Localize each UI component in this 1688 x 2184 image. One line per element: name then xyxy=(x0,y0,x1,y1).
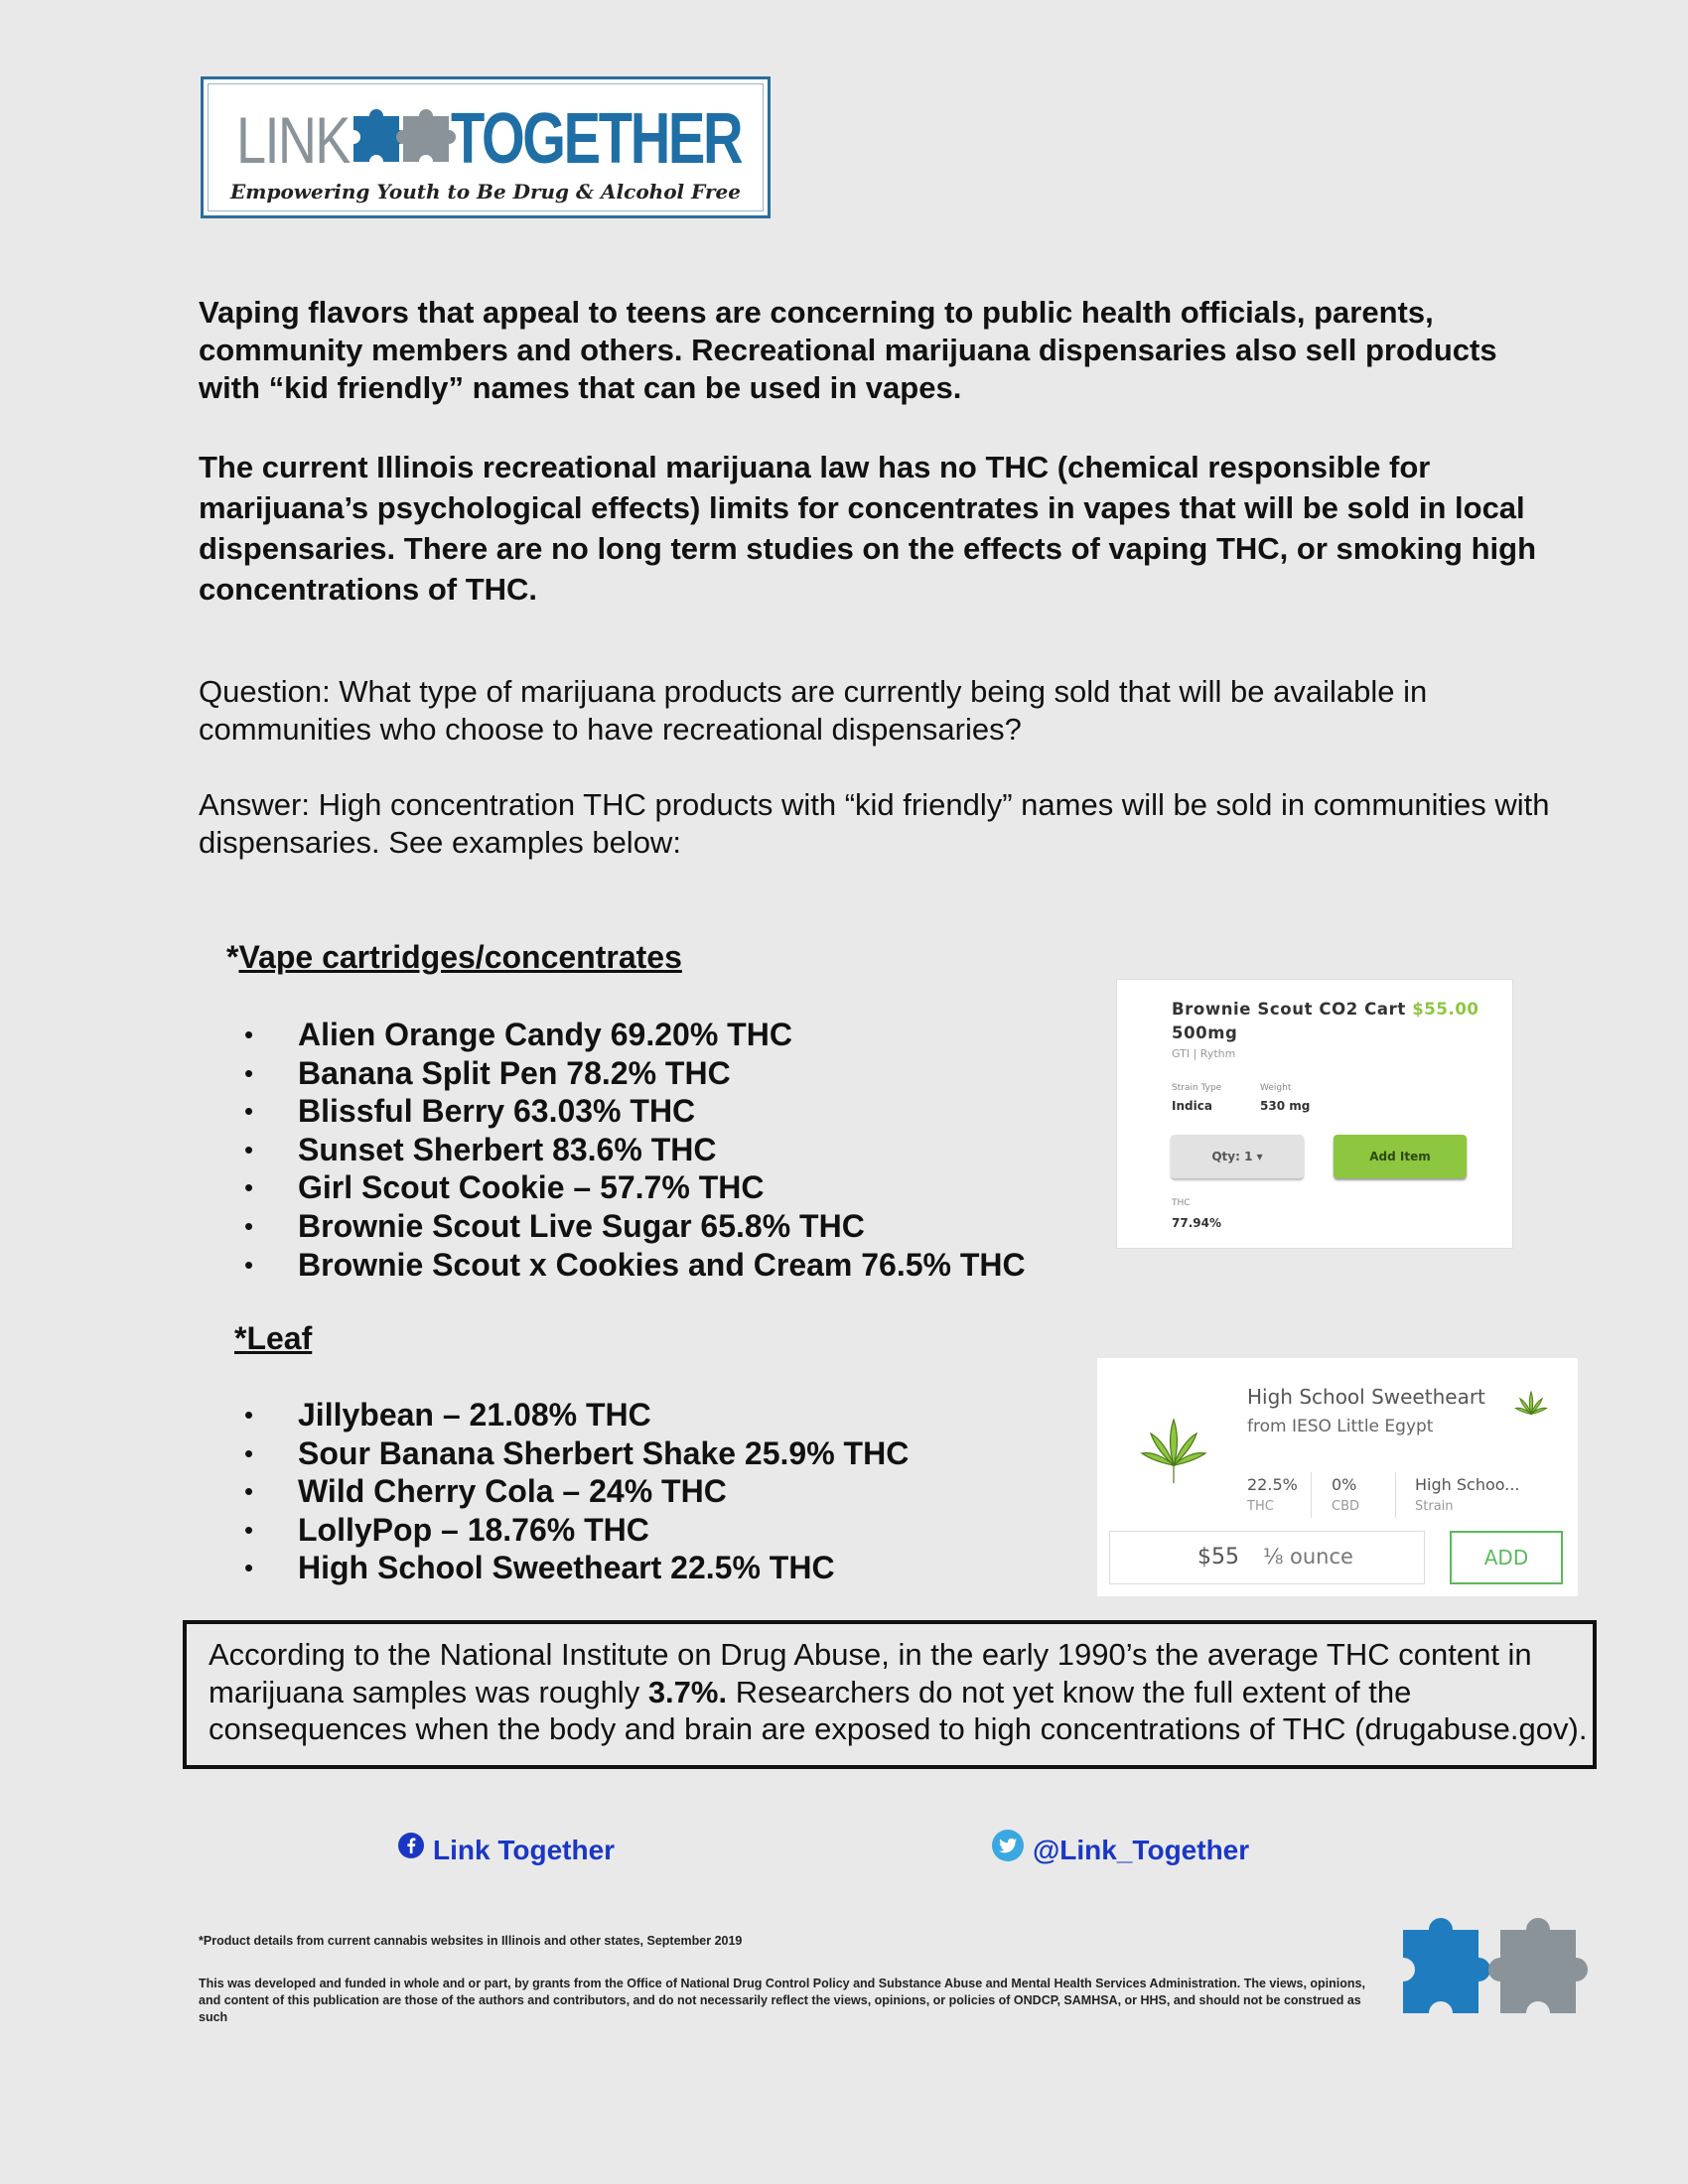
facebook-handle[interactable]: Link Together xyxy=(433,1835,616,1865)
product-vendor: from IESO Little Egypt xyxy=(1247,1417,1434,1436)
list-item: • Sunset Sherbert 83.6% THC xyxy=(244,1131,1026,1169)
list-item: • Wild Cherry Cola – 24% THC xyxy=(244,1472,909,1511)
thc-label: THC xyxy=(1172,1198,1191,1208)
add-button[interactable]: ADD xyxy=(1450,1531,1563,1584)
product-brand: GTI | Rythm xyxy=(1172,1047,1236,1060)
twitter-handle[interactable]: @Link_Together xyxy=(1033,1835,1250,1865)
cannabis-leaf-icon xyxy=(1514,1391,1548,1425)
list-item: • Banana Split Pen 78.2% THC xyxy=(244,1054,1026,1093)
puzzle-icon xyxy=(350,102,459,168)
thc-label: THC xyxy=(1247,1499,1274,1514)
answer-paragraph: Answer: High concentration THC products with “kid friendly” names will be sold in communities with dispensaries. See examples below: xyxy=(199,787,1550,860)
weight-value: ⅛ ounce xyxy=(1263,1545,1353,1569)
list-item: • High School Sweetheart 22.5% THC xyxy=(244,1549,909,1587)
list-item: • Jillybean – 21.08% THC xyxy=(244,1396,909,1434)
question-paragraph: Question: What type of marijuana products are currently being sold that will be available in communities who choose to have recreational dispensaries? xyxy=(199,674,1428,747)
product-size: 500mg xyxy=(1172,1024,1238,1042)
cbd-label: CBD xyxy=(1332,1499,1360,1514)
vape-section-heading: *Vape cartridges/concentrates xyxy=(226,939,682,975)
cannabis-leaf-icon xyxy=(1139,1418,1208,1487)
list-item: • Blissful Berry 63.03% THC xyxy=(244,1092,1026,1131)
twitter-icon xyxy=(991,1829,1025,1862)
leaf-product-list xyxy=(244,1396,909,1587)
list-item: • Sour Banana Sherbert Shake 25.9% THC xyxy=(244,1434,909,1473)
logo-tagline: Empowering Youth to Be Drug & Alcohol Free xyxy=(230,180,741,204)
product-card-brownie-scout xyxy=(1116,979,1513,1249)
nida-callout-box: According to the National Institute on Drug Abuse, in the early 1990’s the average THC content in marijuana samples was roughly 3.7%. Researchers do not yet know the full extent of the consequences when the body and brain are exposed to high concentrations of THC (drugabuse.gov). xyxy=(183,1620,1597,1769)
cbd-value: 0% xyxy=(1332,1475,1357,1494)
intro-paragraph-2: The current Illinois recreational marijuana law has no THC (chemical responsible for marijuana’s psychological effects) limits for concentrates in vapes that will be sold in local dispensaries. There are no long term studies on the effects of vaping THC, or smoking high concentrations of THC. xyxy=(199,450,1537,607)
weight-label: Weight xyxy=(1260,1083,1292,1093)
logo-word-together: TOGETHER xyxy=(451,99,742,179)
price-weight-select[interactable] xyxy=(1109,1531,1425,1584)
funding-disclaimer: This was developed and funded in whole and or part, by grants from the Office of National Drug Control Policy and Substance Abuse and Mental Health Services Administration. The views, opinions, and content of this publication are those of the authors and contributors, and do not necessarily reflect the views, opinions, or policies of ONDCP, SAMHSA, or HHS, and should not be construed as such xyxy=(199,1977,1365,2024)
price-value: $55 xyxy=(1197,1545,1239,1570)
list-item: • Brownie Scout x Cookies and Cream 76.5% THC xyxy=(244,1246,1026,1285)
divider xyxy=(1395,1472,1396,1518)
list-item: • Alien Orange Candy 69.20% THC xyxy=(244,1016,1026,1054)
thc-value: 22.5% xyxy=(1247,1475,1298,1494)
highlight-stat: 3.7%. xyxy=(647,1674,728,1709)
product-card-high-school-sweetheart xyxy=(1097,1358,1578,1596)
strain-type-value: Indica xyxy=(1172,1099,1212,1113)
product-name: Brownie Scout CO2 Cart xyxy=(1172,1000,1406,1019)
vape-product-list xyxy=(244,1016,1026,1284)
strain-value: High Schoo... xyxy=(1415,1475,1520,1494)
quantity-select[interactable]: Qty: 1 ▾ xyxy=(1171,1135,1304,1178)
facebook-icon xyxy=(397,1832,425,1859)
strain-label: Strain xyxy=(1415,1499,1454,1514)
intro-paragraph-1: Vaping flavors that appeal to teens are concerning to public health officials, parents, community members and others. Recreational marijuana dispensaries also sell products with “kid friendly” names that can be used in vapes. xyxy=(199,295,1497,405)
logo-word-link: LINK xyxy=(236,103,350,177)
link-together-logo xyxy=(201,76,771,218)
strain-type-label: Strain Type xyxy=(1172,1083,1222,1093)
leaf-section-heading: *Leaf xyxy=(234,1320,313,1356)
product-source-note: *Product details from current cannabis websites in Illinois and other states, September 2019 xyxy=(199,1934,743,1948)
product-name: High School Sweetheart xyxy=(1247,1385,1485,1409)
add-item-button[interactable]: Add Item xyxy=(1334,1135,1467,1178)
list-item: • LollyPop – 18.76% THC xyxy=(244,1511,909,1550)
list-item: • Brownie Scout Live Sugar 65.8% THC xyxy=(244,1207,1026,1246)
thc-value: 77.94% xyxy=(1172,1216,1221,1230)
divider xyxy=(1311,1472,1312,1518)
list-item: • Girl Scout Cookie – 57.7% THC xyxy=(244,1168,1026,1207)
product-price: $55.00 xyxy=(1412,1000,1479,1019)
weight-value: 530 mg xyxy=(1260,1099,1311,1113)
puzzle-pieces-icon xyxy=(1395,1894,1594,2043)
